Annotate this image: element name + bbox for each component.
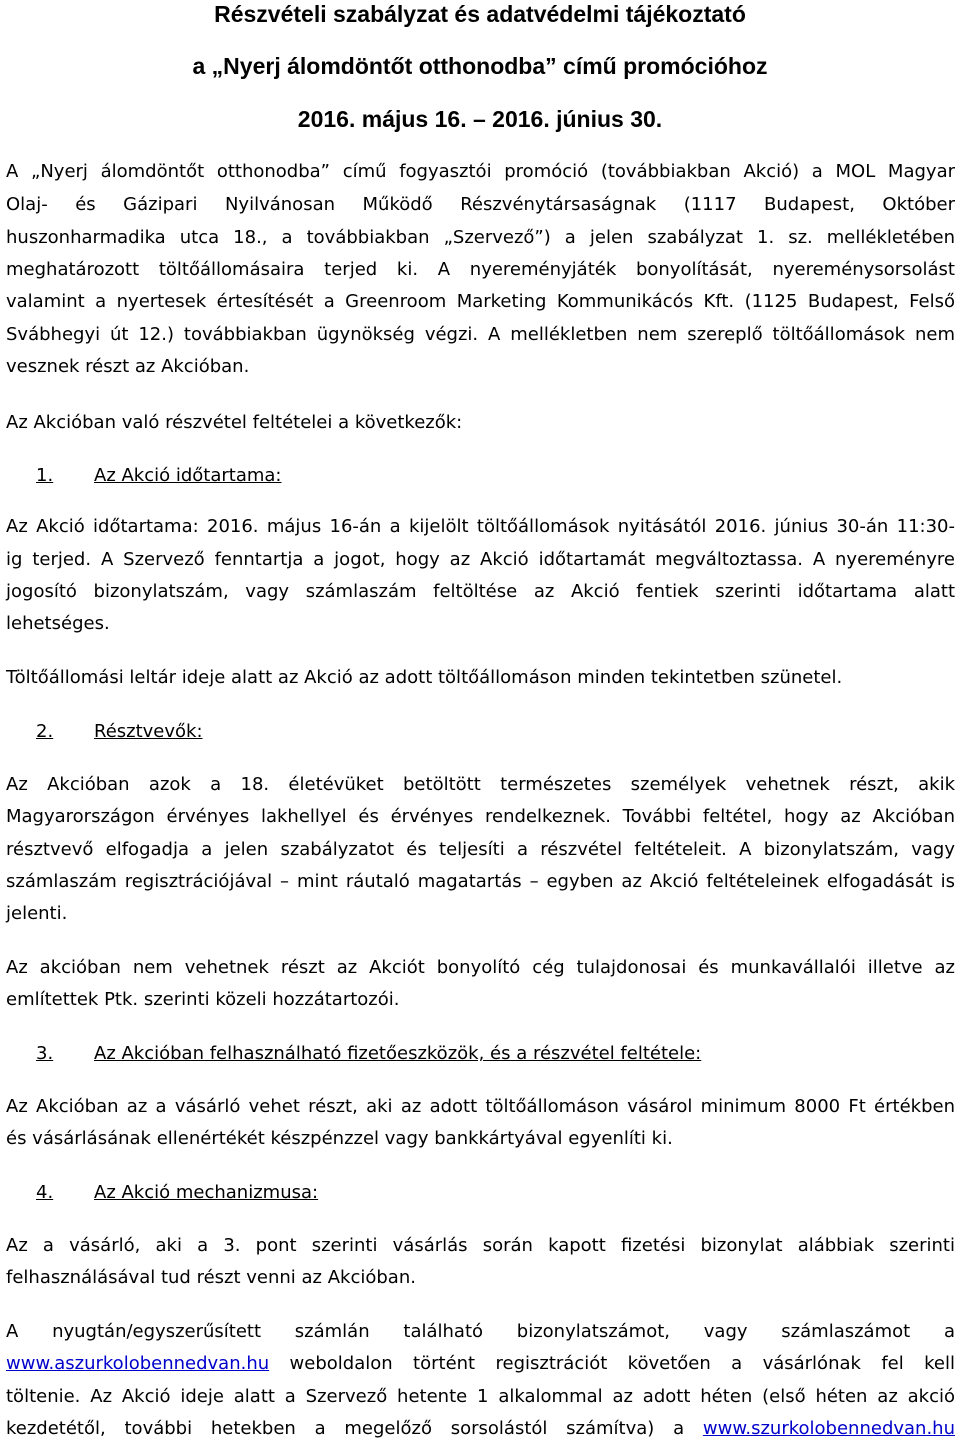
final-line [6, 1349, 955, 1379]
final-line [6, 1414, 955, 1444]
section-heading [0, 717, 203, 747]
section-line: lehetséges. [6, 613, 110, 634]
section-line: felhasználásával tud részt venni az Akcióban. [6, 1267, 416, 1288]
section-line: említettek Ptk. szerinti közeli hozzátartozói. [6, 989, 400, 1010]
section-line: és vásárlásának ellenértékét készpénzzel vagy bankkártyával egyenlíti ki. [6, 1128, 673, 1149]
intro-line: vesznek részt az Akcióban. [6, 356, 250, 377]
section-number: 4. [36, 1182, 54, 1203]
section-heading [0, 461, 282, 491]
section-heading [0, 1178, 318, 1208]
section-line: Az akcióban nem vehetnek részt az Akciót bonyolító cég tulajdonosai és munkavállalói illetve az [6, 957, 955, 978]
section-title: Az Akció időtartama: [94, 465, 282, 486]
conditions-intro: Az Akcióban való részvétel feltételei a következők: [6, 412, 463, 433]
website-link[interactable]: www.szurkolobennedvan.hu [702, 1418, 955, 1439]
document-title: Részvételi szabályzat és adatvédelmi tájékoztató [214, 1, 746, 27]
section-title: Résztvevők: [94, 721, 203, 742]
intro-line: Olaj- és Gázipari Nyilvánosan Működő Részvénytársaságnak (1117 Budapest, Október [6, 194, 955, 215]
intro-line: valamint a nyertesek értesítését a Greenroom Marketing Kommunikácós Kft. (1125 Budapest, Felső [6, 291, 955, 312]
section-number: 1. [36, 465, 54, 486]
section-line: jelenti. [6, 903, 68, 924]
section-line: résztvevő elfogadja a jelen szabályzatot és teljesíti a részvétel feltételeit. A bizonylatszám, vagy [6, 839, 955, 860]
section-line: Az a vásárló, aki a 3. pont szerinti vásárlás során kapott fizetési bizonylat alábbiak szerinti [6, 1235, 955, 1256]
intro-line: meghatározott töltőállomásaira terjed ki. A nyereményjáték bonyolítását, nyereménysorsolást [6, 259, 955, 280]
section-number: 3. [36, 1043, 54, 1064]
section-title: Az Akció mechanizmusa: [94, 1182, 319, 1203]
section-heading [0, 1039, 701, 1069]
document-date-range: 2016. május 16. – 2016. június 30. [297, 106, 663, 132]
website-link[interactable]: www.aszurkolobennedvan.hu [6, 1353, 270, 1374]
section-line: Magyarországon érvényes lakhellyel és érvényes rendelkeznek. További feltétel, hogy az Akcióban [6, 806, 955, 827]
section-number: 2. [36, 721, 54, 742]
final-line: A nyugtán/egyszerűsített számlán található bizonylatszámot, vagy számlaszámot a [6, 1321, 955, 1342]
intro-line: Svábhegyi út 12.) továbbiakban ügynökség végzi. A mellékletben nem szereplő töltőállomások nem [6, 324, 955, 345]
section-line: Töltőállomási leltár ideje alatt az Akció az adott töltőállomáson minden tekintetben szünetel. [6, 667, 843, 688]
intro-line: A „Nyerj álomdöntőt otthonodba” című fogyasztói promóció (továbbiakban Akció) a MOL Magyar [6, 161, 955, 182]
section-line: számlaszám regisztrációjával – mint ráutaló magatartás – egyben az Akció feltételeinek elfogadását is [6, 871, 955, 892]
section-line: jogosító bizonylatszám, vagy számlaszám feltöltése az Akció fentiek szerinti időtartama alatt [6, 581, 955, 602]
section-line: Az Akcióban az a vásárló vehet részt, aki az adott töltőállomáson vásárol minimum 8000 Ft értékben [6, 1096, 955, 1117]
section-title: Az Akcióban felhasználható fizetőeszközök, és a részvétel feltétele: [94, 1043, 702, 1064]
intro-line: huszonharmadika utca 18., a továbbiakban „Szervező”) a jelen szabályzat 1. sz. mellékletében [6, 227, 955, 248]
section-line: ig terjed. A Szervező fenntartja a jogot, hogy az Akció időtartamát megváltoztassa. A nyereményre [6, 549, 955, 570]
section-line: Az Akció időtartama: 2016. május 16-án a kijelölt töltőállomások nyitásától 2016. június 30-án 11:30- [6, 516, 955, 537]
document-subtitle: a „Nyerj álomdöntőt otthonodba” című promócióhoz [192, 53, 768, 79]
final-line-text: weboldalon történt regisztrációt követően a vásárlónak fel kell [269, 1353, 955, 1374]
final-line-text: kezdetétől, további hetekben a megelőző sorsolástól számítva) a [6, 1418, 703, 1439]
section-line: Az Akcióban azok a 18. életévüket betöltött természetes személyek vehetnek részt, akik [6, 774, 955, 795]
final-line: töltenie. Az Akció ideje alatt a Szervező hetente 1 alkalommal az adott héten (első héten az akció [6, 1386, 955, 1407]
